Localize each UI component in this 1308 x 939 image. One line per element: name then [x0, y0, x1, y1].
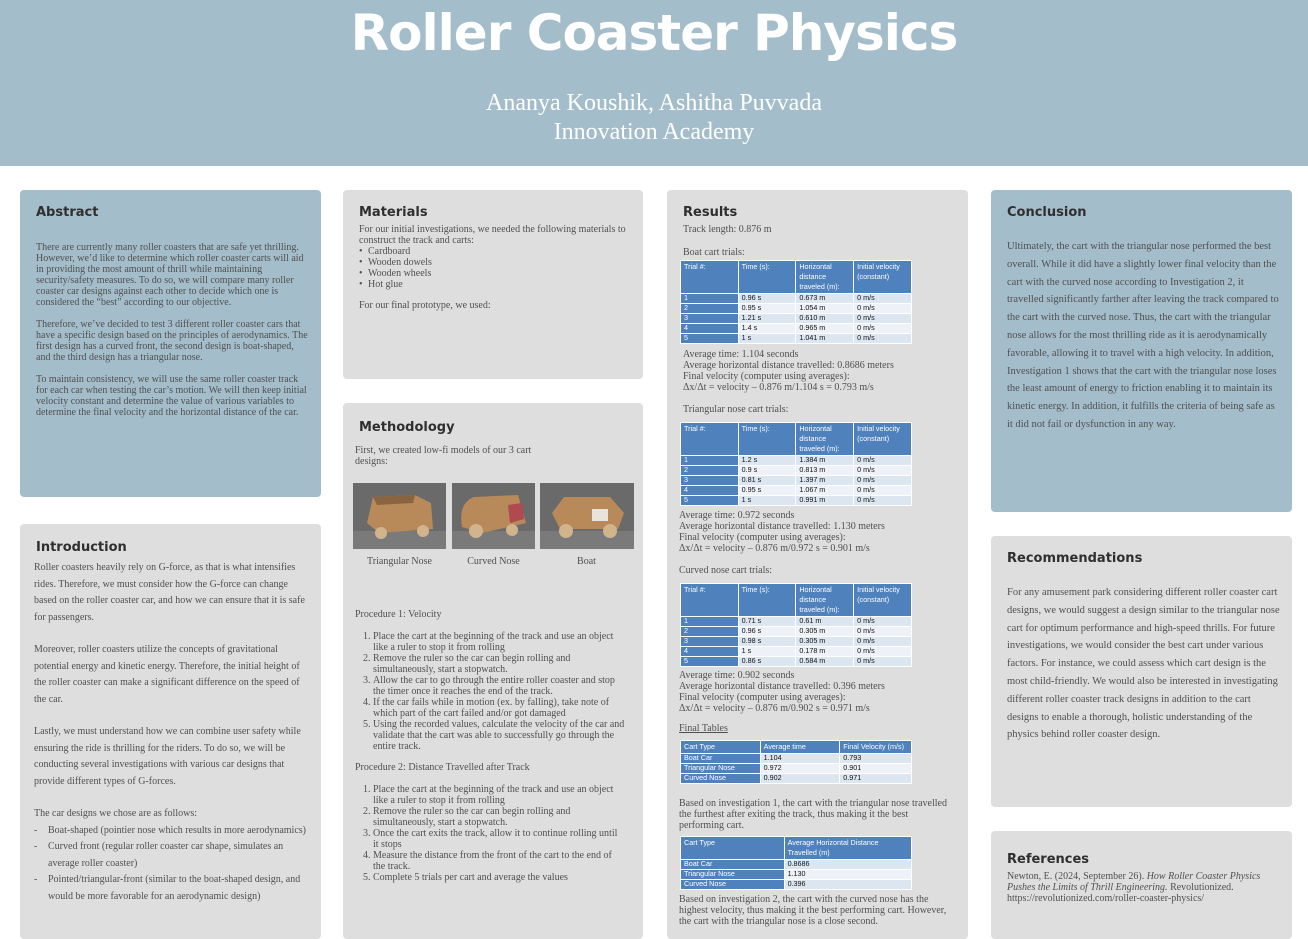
- procedure-1-steps: [355, 631, 625, 752]
- col-header: Time (s):: [738, 423, 796, 456]
- final-velocity-label: Final velocity (computer using averages):: [679, 692, 846, 703]
- school: Innovation Academy: [553, 119, 755, 145]
- col-header: Trial #:: [681, 584, 739, 617]
- procedure-step: 1. Place the cart at the beginning of the track and use an object like a ruler to stop it from rolling: [373, 784, 625, 806]
- material-item: • Hot glue: [359, 279, 629, 290]
- abstract-heading: Abstract: [36, 205, 99, 220]
- table-row: 1 0.71 s 0.61 m 0 m/s: [681, 617, 912, 627]
- materials-body: [359, 224, 629, 311]
- col-header: Final Velocity (m/s): [840, 741, 912, 754]
- reference-title: How Roller Coaster Physics Pushes the Limits of Thrill Engineering.: [1007, 871, 1261, 893]
- curved-trials-table: [680, 583, 912, 667]
- design-item: - Pointed/triangular-front (similar to the boat-shaped design, and would be more favorable for an aerodynamic design): [34, 872, 306, 905]
- table-row: 4 1 s 0.178 m 0 m/s: [681, 647, 912, 657]
- intro-paragraph: Moreover, roller coasters utilize the concepts of gravitational potential energy and kinetic energy. Therefore, the initial height of the roller coaster can make a significant difference on the speed of the car.: [34, 644, 300, 705]
- avg-time: Average time: 0.902 seconds: [679, 670, 795, 681]
- introduction-body: [34, 560, 306, 905]
- table-row: 5 1 s 0.991 m 0 m/s: [681, 496, 912, 506]
- col-header: Average time: [760, 741, 840, 754]
- references-heading: References: [1007, 852, 1090, 867]
- procedure-2: [355, 762, 625, 883]
- procedure-step: 1. Place the cart at the beginning of the track and use an object like a ruler to stop it from rolling: [373, 631, 625, 653]
- photo-caption: Boat: [577, 556, 596, 567]
- results-heading: Results: [683, 205, 738, 220]
- photo-caption: Curved Nose: [467, 556, 520, 567]
- methodology-intro: First, we created low-fi models of our 3 cart designs:: [355, 445, 532, 467]
- table-row: 2 0.95 s 1.054 m 0 m/s: [681, 304, 912, 314]
- col-header: Time (s):: [738, 584, 796, 617]
- investigation-1-text: Based on investigation 1, the cart with the triangular nose travelled the furthest after exiting the track, thus making it the best performing cart.: [679, 798, 947, 831]
- col-header: Cart Type: [681, 837, 785, 860]
- reference-entry: Newton, E. (2024, September 26). How Roller Coaster Physics Pushes the Limits of Thrill Engineering. Revolutionized. https://revolutionized.com/roller-coaster-physics/: [1007, 871, 1261, 904]
- col-header: Horizontal distance traveled (m):: [796, 423, 854, 456]
- abstract-paragraph: To maintain consistency, we will use the same roller coaster track for each car when testing the car’s motion. We will then keep initial velocity constant and determine the value of various variables to determine the final velocity and the horizontal distance of the car.: [36, 374, 307, 418]
- table-row: Curved Nose 0.902 0.971: [681, 774, 912, 784]
- avg-distance: Average horizontal distance travelled: 0.396 meters: [679, 681, 885, 692]
- col-header: Trial #:: [681, 423, 739, 456]
- avg-distance: Average horizontal distance travelled: 0.8686 meters: [683, 360, 894, 371]
- abstract-paragraph: There are currently many roller coasters that are safe yet thrilling. However, we’d like to determine which roller coaster carts will aid in providing the most amount of thrill while maintaining security/safety measures. To do so, we will compare many roller coaster car designs against each other to decide which one is considered the “best” according to our objective.: [36, 242, 304, 308]
- table-row: 2 0.96 s 0.305 m 0 m/s: [681, 627, 912, 637]
- final-table-distance: [680, 836, 912, 890]
- conclusion-body: Ultimately, the cart with the triangular nose performed the best overall. While it did have a slightly lower final velocity than the cart with the curved nose according to Investigation 2, it travelled significantly farther after leaving the track compared to the cart with the curved nose. Thus, the cart with the triangular nose allows for the most thrilling ride as it is aerodynamically favorable, allowing it to travel with a high velocity. In addition, Investigation 1 shows that the cart with the triangular nose loses the least amount of energy to friction enabling it to maintain its kinetic energy. In addition, it fulfills the criteria of being safe as it did not fail or dysfunction in any way.: [1007, 241, 1279, 430]
- investigation-2-text: Based on investigation 2, the cart with the curved nose has the highest velocity, thus making it the best performing cart. However, the cart with the triangular nose is a close second.: [679, 894, 947, 927]
- photo-caption: Triangular Nose: [367, 556, 432, 567]
- procedure-2-steps: [355, 784, 625, 883]
- procedure-step: 3. Once the cart exits the track, allow it to continue rolling until it stops: [373, 828, 625, 850]
- triangular-trials-table: [680, 422, 912, 506]
- conclusion-heading: Conclusion: [1007, 205, 1087, 220]
- procedure-step: 2. Remove the ruler so the car can begin rolling and simultaneously, start a stopwatch.: [373, 653, 625, 675]
- procedure-1: [355, 609, 625, 752]
- materials-list: [359, 246, 629, 290]
- curved-trials-label: Curved nose cart trials:: [679, 565, 773, 576]
- velocity-formula: Δx/Δt = velocity – 0.876 m/1.104 s = 0.793 m/s: [683, 382, 874, 393]
- final-tables-label: Final Tables: [679, 723, 728, 734]
- procedure-2-title: Procedure 2: Distance Travelled after Track: [355, 762, 530, 773]
- design-list: [34, 823, 306, 906]
- col-header: Initial velocity (constant): [854, 261, 912, 294]
- procedure-step: 2. Remove the ruler so the car can begin rolling and simultaneously, start a stopwatch.: [373, 806, 625, 828]
- procedure-1-title: Procedure 1: Velocity: [355, 609, 442, 620]
- abstract-body: [36, 242, 308, 429]
- table-row: 5 1 s 1.041 m 0 m/s: [681, 334, 912, 344]
- triangular-summary: [679, 510, 964, 554]
- col-header: Initial velocity (constant): [854, 584, 912, 617]
- boat-trials-table: [680, 260, 912, 344]
- authors: Ananya Koushik, Ashitha Puvvada: [486, 90, 822, 116]
- abstract-paragraph: Therefore, we’ve decided to test 3 different roller coaster cars that have a specific design based on the principles of aerodynamics. The first design has a curved front, the second design is boat-shaped, and the third design has a triangular nose.: [36, 319, 308, 363]
- procedure-step: 5. Using the recorded values, calculate the velocity of the car and validate that the cart was able to successfully go through the entire track.: [373, 719, 625, 752]
- procedure-step: 5. Complete 5 trials per cart and average the values: [373, 872, 625, 883]
- col-header: Average Horizontal Distance Travelled (m): [784, 837, 911, 860]
- triangular-nose-photo: [353, 483, 446, 549]
- col-header: Horizontal distance traveled (m):: [796, 584, 854, 617]
- final-velocity-label: Final velocity (computer using averages):: [683, 371, 850, 382]
- materials-heading: Materials: [359, 205, 428, 220]
- velocity-formula: Δx/Δt = velocity – 0.876 m/0.972 s = 0.901 m/s: [679, 543, 870, 554]
- curved-summary: [679, 670, 964, 714]
- col-header: Initial velocity (constant): [854, 423, 912, 456]
- table-row: 1 0.96 s 0.673 m 0 m/s: [681, 294, 912, 304]
- curved-nose-photo: [452, 483, 535, 549]
- col-header: Time (s):: [738, 261, 796, 294]
- final-velocity-label: Final velocity (computer using averages):: [679, 532, 846, 543]
- poster-title: Roller Coaster Physics: [350, 4, 958, 62]
- table-row: Boat Car 1.104 0.793: [681, 754, 912, 764]
- avg-time: Average time: 1.104 seconds: [683, 349, 799, 360]
- recommendations-heading: Recommendations: [1007, 551, 1143, 566]
- boat-photo: [540, 483, 634, 549]
- procedure-step: 4. If the car fails while in motion (ex. by falling), take note of which part of the cart failed and/or got damaged: [373, 697, 625, 719]
- table-row: Curved Nose 0.396: [681, 880, 912, 890]
- avg-distance: Average horizontal distance travelled: 1.130 meters: [679, 521, 885, 532]
- velocity-formula: Δx/Δt = velocity – 0.876 m/0.902 s = 0.971 m/s: [679, 703, 870, 714]
- table-row: 1 1.2 s 1.384 m 0 m/s: [681, 456, 912, 466]
- boat-trials-label: Boat cart trials:: [683, 247, 745, 258]
- table-row: 3 0.81 s 1.397 m 0 m/s: [681, 476, 912, 486]
- triangular-trials-label: Triangular nose cart trials:: [683, 404, 789, 415]
- materials-intro: For our initial investigations, we needed the following materials to construct the track and carts:: [359, 224, 626, 246]
- material-item: • Wooden wheels: [359, 268, 629, 279]
- intro-paragraph: Lastly, we must understand how we can combine user safety while ensuring the ride is thrilling for the riders. To do so, we will be conducting several investigations with various car designs that provide different types of G-forces.: [34, 726, 301, 787]
- procedure-step: 3. Allow the car to go through the entire roller coaster and stop the timer once it reaches the end of the track.: [373, 675, 625, 697]
- table-row: Boat Car 0.8686: [681, 860, 912, 870]
- methodology-heading: Methodology: [359, 420, 455, 435]
- procedure-step: 4. Measure the distance from the front of the cart to the end of the track.: [373, 850, 625, 872]
- col-header: Cart Type: [681, 741, 761, 754]
- track-length: Track length: 0.876 m: [683, 224, 772, 235]
- material-item: • Cardboard: [359, 246, 629, 257]
- table-row: 3 0.98 s 0.305 m 0 m/s: [681, 637, 912, 647]
- intro-paragraph: Roller coasters heavily rely on G-force, as that is what intensifies rides. Therefore, we must consider how the G-force can change based on the roller coaster car, and how we can ensure that it is safe for passengers.: [34, 562, 305, 623]
- author-block: [0, 89, 1308, 147]
- table-row: 4 1.4 s 0.965 m 0 m/s: [681, 324, 912, 334]
- col-header: Trial #:: [681, 261, 739, 294]
- intro-paragraph: The car designs we chose are as follows:: [34, 808, 197, 819]
- table-row: 2 0.9 s 0.813 m 0 m/s: [681, 466, 912, 476]
- table-row: Triangular Nose 0.972 0.901: [681, 764, 912, 774]
- table-row: 5 0.86 s 0.584 m 0 m/s: [681, 657, 912, 667]
- design-item: - Curved front (regular roller coaster car shape, simulates an average roller coaster): [34, 839, 306, 872]
- boat-summary: [683, 349, 963, 393]
- design-item: - Boat-shaped (pointier nose which results in more aerodynamics): [34, 823, 306, 840]
- table-row: 3 1.21 s 0.610 m 0 m/s: [681, 314, 912, 324]
- avg-time: Average time: 0.972 seconds: [679, 510, 795, 521]
- col-header: Horizontal distance traveled (m):: [796, 261, 854, 294]
- final-table-velocity: [680, 740, 912, 784]
- table-row: Triangular Nose 1.130: [681, 870, 912, 880]
- materials-final: For our final prototype, we used:: [359, 300, 491, 311]
- material-item: • Wooden dowels: [359, 257, 629, 268]
- introduction-heading: Introduction: [36, 540, 127, 555]
- table-row: 4 0.95 s 1.067 m 0 m/s: [681, 486, 912, 496]
- recommendations-body: For any amusement park considering different roller coaster cart designs, we would suggest a design similar to the triangular nose cart for optimum performance and high-speed thrills. For future investigations, we would consider the best cart under various factors. For instance, we could assess which cart design is the most child-friendly. We would also be interested in investigating different roller coaster track designs in addition to the cart designs to enable a thorough, holistic understanding of the physics behind roller coaster design.: [1007, 587, 1280, 741]
